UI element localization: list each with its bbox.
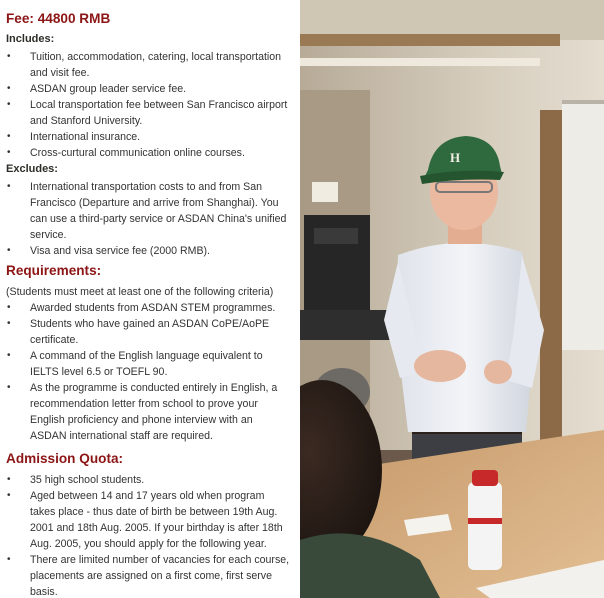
list-item: • ASDAN group leader service fee. [6,81,290,97]
whiteboard-edge [562,100,604,104]
water-bottle [468,482,502,570]
list-item: • There are limited number of vacancies for each course, placements are assigned on a first come, first serve basis. [6,552,290,598]
bottle-cap [472,470,498,486]
list-item: • Tuition, accommodation, catering, local transportation and visit fee. [6,49,290,81]
classroom-illustration [300,0,604,598]
list-item: • 35 high school students. [6,472,290,488]
requirements-heading: Requirements: [6,263,102,278]
includes-list [6,49,290,161]
whiteboard [562,100,604,350]
door-frame [540,110,562,470]
list-item: • Local transportation fee between San Francisco airport and Stanford University. [6,97,290,129]
requirements-list [6,300,290,444]
programme-info [6,10,290,598]
list-item: • Visa and visa service fee (2000 RMB). [6,243,290,259]
light-strip [300,58,540,66]
list-item: • International insurance. [6,129,290,145]
list-item: • Cross-curtural communication online courses. [6,145,290,161]
list-item: • A command of the English language equivalent to IELTS level 6.5 or TOEFL 90. [6,348,290,380]
quota-heading: Admission Quota: [6,451,124,466]
list-item: • Aged between 14 and 17 years old when program takes place - thus date of birth be between 19th Aug. 2001 and 18th Aug. 2005. If your birthday is after 18th Aug. 2005, you should apply for the following year. [6,488,290,552]
quota-list [6,472,290,598]
bottle-band [468,518,502,524]
includes-heading: Includes: [6,33,55,45]
list-item: • As the programme is conducted entirely in English, a recommendation letter from school to prove your English proficiency and phone interview with an ASDAN international staff are required. [6,380,290,444]
wall-paper [312,182,338,202]
ceiling-beam [300,34,560,46]
hands [414,350,466,382]
excludes-list [6,179,290,259]
list-item: • Awarded students from ASDAN STEM programmes. [6,300,290,316]
equipment-base [300,310,390,340]
fee-heading: Fee: 44800 RMB [6,11,111,26]
list-item: • Students who have gained an ASDAN CoPE/AoPE certificate. [6,316,290,348]
hand-right [484,360,512,384]
excludes-heading: Excludes: [6,163,58,175]
requirements-intro: (Students must meet at least one of the following criteria) [6,286,274,298]
equipment-panel [314,228,358,244]
classroom-photo [300,0,604,598]
list-item: • International transportation costs to and from San Francisco (Departure and arrive from Shanghai). You can use a third-party service or ASDAN China's unified service. [6,179,290,243]
cap-logo: H [450,150,461,165]
